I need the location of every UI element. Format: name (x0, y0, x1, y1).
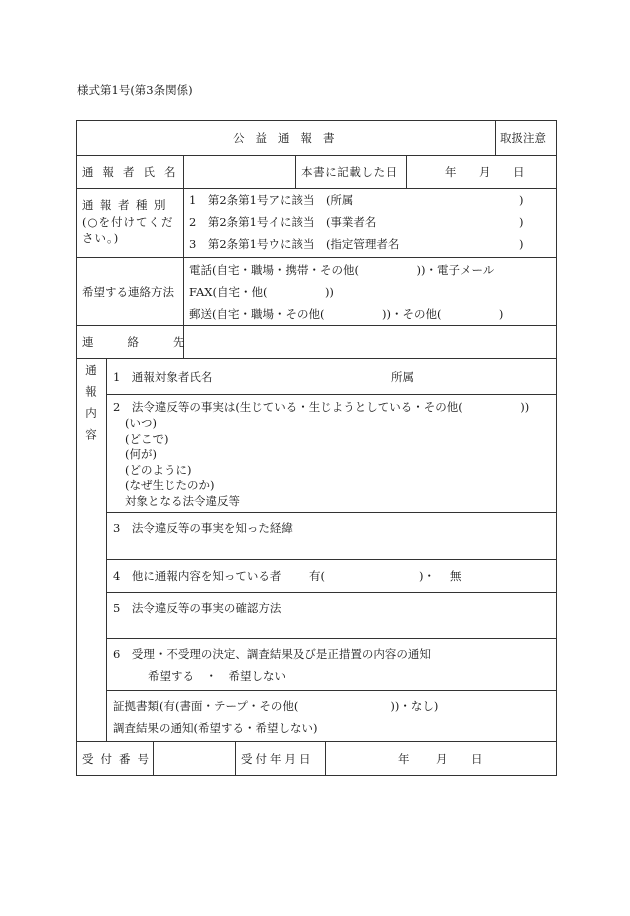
item6-options[interactable]: 希望する ・ 希望しない (148, 669, 286, 683)
item1-label: 1 通報対象者氏名 (113, 370, 213, 384)
form-title: 公益通報書 (233, 131, 346, 145)
receipt-number-field[interactable] (154, 742, 234, 775)
item2-target-law: 対象となる法令違反等 (125, 493, 240, 508)
receipt-month: 月 (436, 752, 448, 766)
receipt-year: 年 (398, 752, 410, 766)
reporter-name-label: 通報者氏名 (82, 165, 185, 179)
report-content-label (80, 364, 102, 450)
date-year: 年 (445, 165, 457, 179)
item3-label: 3 法令違反等の事実を知った経緯 (113, 521, 293, 535)
item6-label: 6 受理・不受理の決定、調査結果及び是正措置の内容の通知 (113, 647, 431, 661)
reporter-type-option-1-close: ) (519, 193, 524, 207)
reporter-type-option-2[interactable]: 2 第2条第1号イに該当 (事業者名 (189, 215, 377, 229)
item2-details (125, 416, 240, 510)
contact-method-label: 希望する連絡方法 (82, 285, 174, 299)
handling-note: 取扱注意 (500, 131, 546, 145)
item5-label: 5 法令違反等の事実の確認方法 (113, 601, 282, 615)
evidence-docs[interactable]: 証拠書類(有(書面・テープ・その他( ))・なし) (113, 699, 439, 713)
contact-label-text: 連絡先 (82, 335, 219, 349)
item4-close: )・ (419, 569, 435, 583)
reporter-type-option-3[interactable]: 3 第2条第1号ウに該当 (指定管理者名 (189, 237, 400, 251)
contact-method-phone[interactable]: 電話(自宅・職場・携帯・その他( ))・電子メール (189, 263, 495, 277)
item2-where: (どこで) (125, 431, 169, 446)
item4-label: 4 他に通報内容を知っている者 (113, 569, 282, 583)
reporter-type-note: (○を付けてください。) (82, 215, 174, 245)
contact-method-fax[interactable]: FAX(自宅・他( )) (189, 285, 334, 299)
result-notice[interactable]: 調査結果の通知(希望する・希望しない) (113, 721, 318, 735)
receipt-number-label: 受付番号 (82, 752, 156, 766)
item2-how: (どのように) (125, 462, 192, 477)
receipt-day: 日 (471, 752, 483, 766)
date-label: 本書に記載した日 (301, 165, 398, 179)
date-day: 日 (513, 165, 525, 179)
item2-what: (何が) (125, 447, 157, 462)
reporter-type-option-1[interactable]: 1 第2条第1号アに該当 (所属 (189, 193, 354, 207)
item2-when: (いつ) (125, 416, 157, 430)
receipt-date-label: 受付年月日 (241, 752, 314, 766)
reporter-type-option-3-close: ) (519, 237, 524, 251)
item4-yes[interactable]: 有( (309, 569, 325, 583)
item4-no[interactable]: 無 (450, 569, 462, 583)
item2-why: (なぜ生じたのか) (125, 478, 215, 493)
report-content-label-text: 通報内容 (84, 364, 98, 450)
item2-label: 2 法令違反等の事実は(生じている・生じようとしている・その他( )) (113, 400, 530, 414)
form-number-label: 様式第1号(第3条関係) (77, 83, 193, 97)
contact-field[interactable] (184, 326, 556, 357)
reporter-type-label: 通報者種別 (82, 198, 172, 212)
item1-affiliation: 所属 (391, 370, 414, 384)
date-month: 月 (479, 165, 491, 179)
contact-label (82, 335, 219, 349)
contact-method-mail[interactable]: 郵送(自宅・職場・その他( ))・その他( ) (189, 307, 504, 321)
reporter-type-option-2-close: ) (519, 215, 524, 229)
